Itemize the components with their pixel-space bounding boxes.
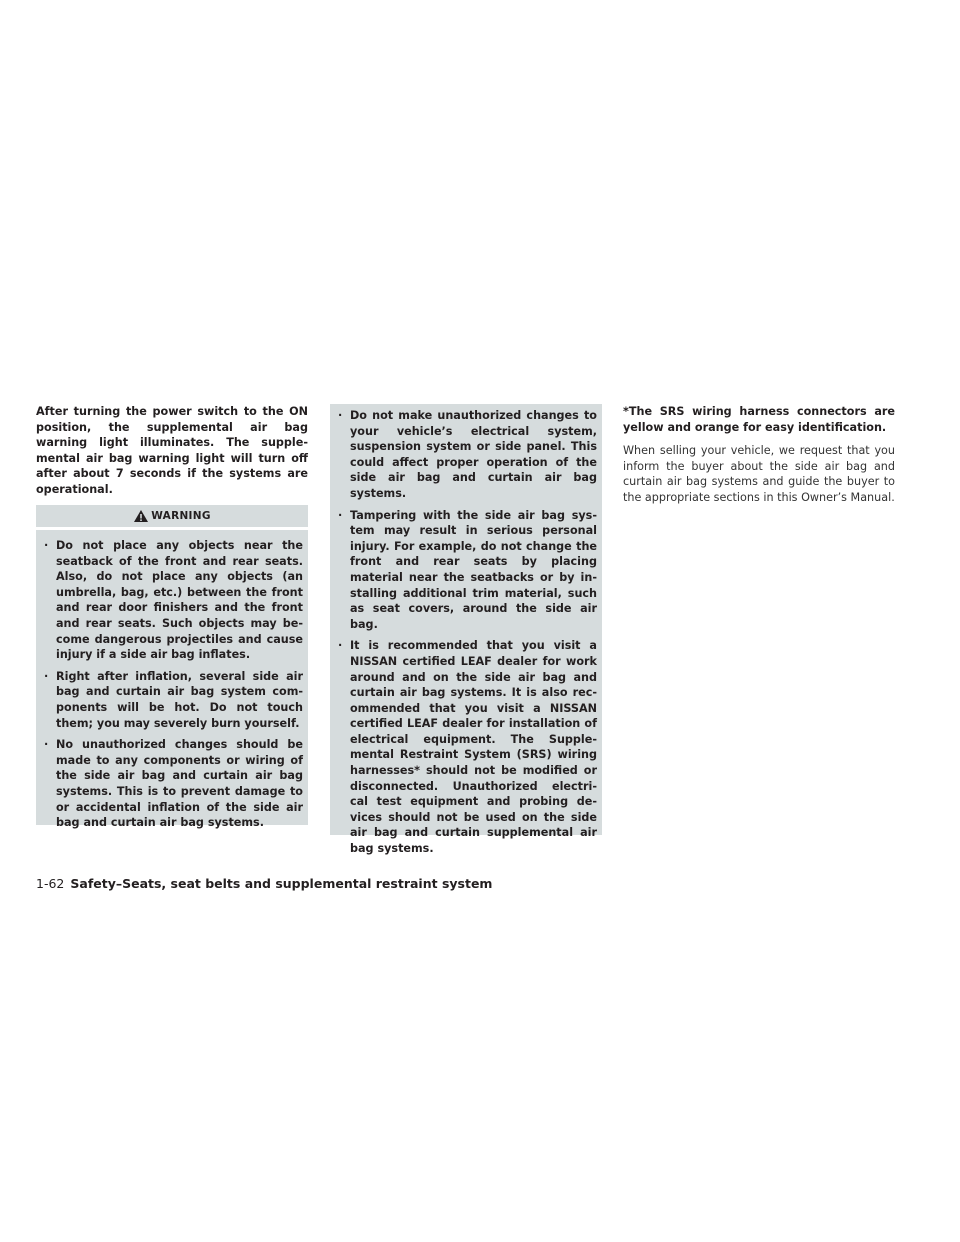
column-1 [36,404,308,498]
bullet-dot: · [338,508,343,522]
warning-list-1 [36,530,308,831]
warning-item [338,408,597,502]
warning-title: WARNING [151,510,211,522]
bullet-dot: · [44,539,49,552]
warning-list-2 [330,404,602,857]
bullet-dot: · [44,738,49,752]
warning-item [44,669,303,731]
srs-note: *The SRS wiring harness connectors are yellow and orange for easy identification. [623,405,895,434]
warning-box-1 [36,505,308,830]
selling-paragraph: When selling your vehicle, we request that you inform the buyer about the side air bag and curtain air bag systems and guide the buyer to the appropriate sections in this Owner’s Manual. [623,444,895,504]
warning-item [338,638,597,856]
warning-item-text: Do not place any objects near the seatback of the front and rear seats. Also, do not place any objects (an umbrella, bag, etc.) between the front and rear door finishers and the front and rear seats. Such objects may be- come dangerous projectiles and cause injury if a side air bag inflates. [56,539,303,662]
column-3 [623,404,895,506]
bullet-dot: · [338,639,343,653]
warning-box-2 [330,404,602,856]
bullet-dot: · [338,409,343,422]
warning-item-text: It is recommended that you visit a NISSAN certified LEAF dealer for work around and on the side air bag and curtain air bag systems. It is also rec- ommended that you visit a NISSAN certified LEAF dealer for installation of electrical equipment. The Supple- mental Restraint System (SRS) wiring harnesses* should not be modified or disconnected. Unauthorized electri- cal test equipment and probing de- vices should not be used on the side air bag and curtain supplemental air bag systems. [350,639,597,856]
page-number: 1-62 [36,876,65,891]
warning-item-text: No unauthorized changes should be made to any components or wiring of the side air bag and curtain air bag systems. This is to prevent damage to or accidental inflation of the side air bag and curtain air bag systems. [56,738,303,830]
warning-item-text: Tampering with the side air bag sys- tem may result in serious personal injury. For example, do not change the front and rear seats by placing material near the seatbacks or by in- stalling additional trim material, such as seat covers, around the side air bag. [350,508,597,631]
warning-item [44,538,303,663]
warning-triangle-icon [133,509,149,523]
section-title: Safety–Seats, seat belts and supplemental restraint system [70,876,493,891]
page-footer [36,876,492,891]
bullet-dot: · [44,669,49,683]
warning-item [338,508,597,633]
intro-paragraph: After turning the power switch to the ON position, the supplemental air bag warning light illuminates. The supple- mental air bag warning light will turn off after about 7 seconds if the systems are operational. [36,405,308,496]
warning-item-text: Do not make unauthorized changes to your vehicle’s electrical system, suspension system or side panel. This could affect proper operation of the side air bag and curtain air bag systems. [350,409,597,500]
warning-item [44,737,303,831]
warning-item-text: Right after inflation, several side air bag and curtain air bag system com- ponents will be hot. Do not touch them; you may severely burn yourself. [56,669,303,730]
warning-header [36,505,308,527]
